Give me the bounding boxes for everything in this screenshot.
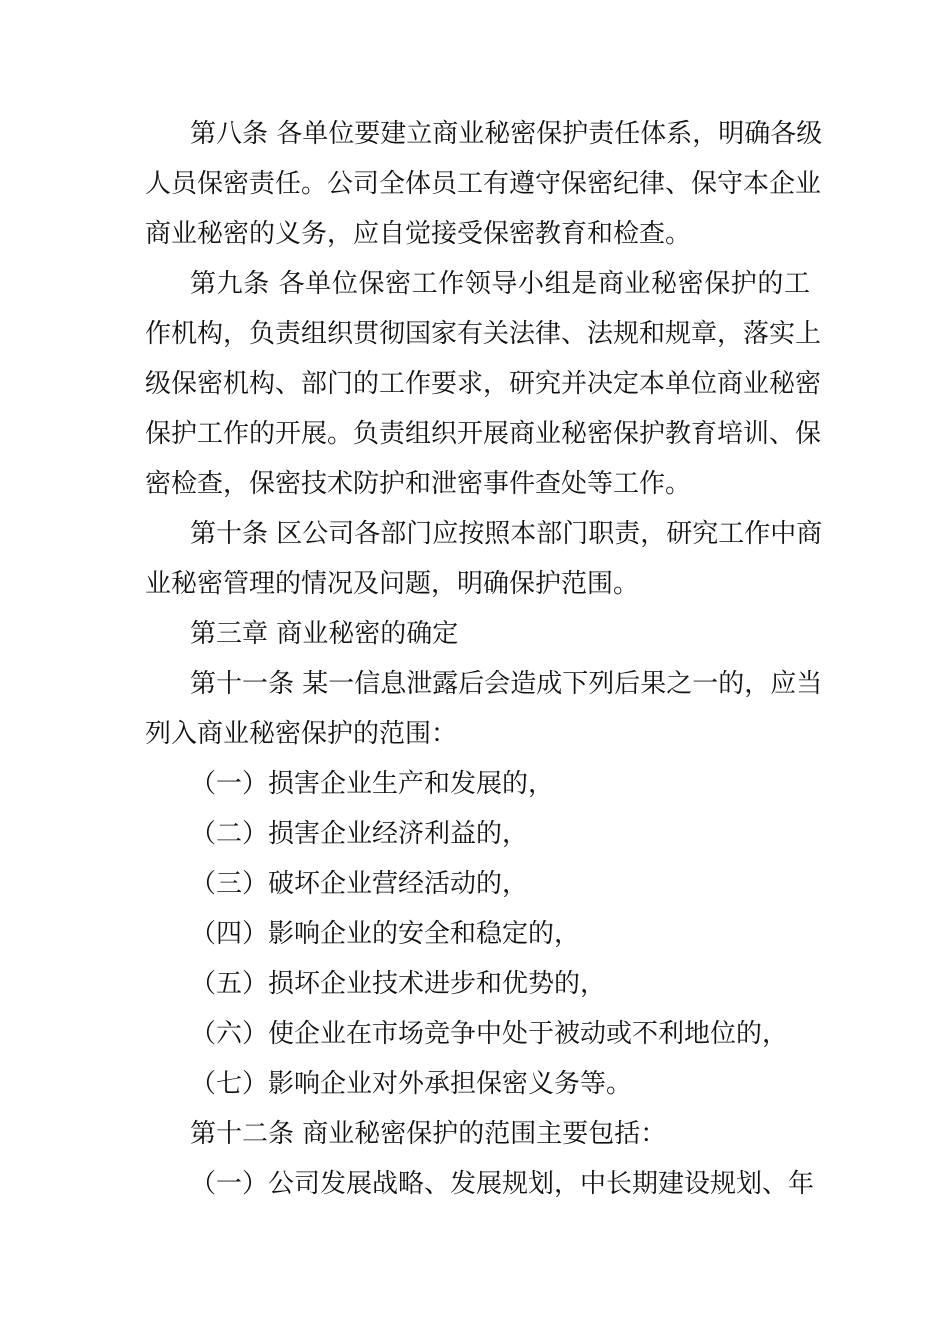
text-line-8: 密检查，保密技术防护和泄密事件查处等工作。 (145, 469, 692, 499)
list-item-1: （一）损害企业生产和发展的， (190, 769, 555, 799)
text-line-12: 第十一条 某一信息泄露后会造成下列后果之一的，应当 (190, 669, 823, 699)
text-line-1: 第八条 各单位要建立商业秘密保护责任体系，明确各级 (190, 119, 823, 149)
list-item-2: （二）损害企业经济利益的， (190, 819, 529, 849)
list-item-4: （四）影响企业的安全和稳定的， (190, 919, 581, 949)
text-line-13: 列入商业秘密保护的范围： (145, 719, 458, 749)
list-item-5: （五）损坏企业技术进步和优势的， (190, 969, 607, 999)
text-line-22: （一）公司发展战略、发展规划，中长期建设规划、年 (190, 1169, 815, 1199)
chapter-heading: 第三章 商业秘密的确定 (190, 619, 459, 649)
text-line-21: 第十二条 商业秘密保护的范围主要包括： (190, 1119, 667, 1149)
text-line-10: 业秘密管理的情况及问题，明确保护范围。 (145, 569, 640, 599)
list-item-7: （七）影响企业对外承担保密义务等。 (190, 1069, 633, 1099)
list-item-6: （六）使企业在市场竞争中处于被动或不利地位的， (190, 1019, 789, 1049)
text-line-6: 级保密机构、部门的工作要求，研究并决定本单位商业秘密 (145, 369, 822, 399)
text-line-4: 第九条 各单位保密工作领导小组是商业秘密保护的工 (190, 269, 810, 299)
text-line-9: 第十条 区公司各部门应按照本部门职责，研究工作中商 (190, 519, 823, 549)
text-line-5: 作机构，负责组织贯彻国家有关法律、法规和规章，落实上 (145, 319, 822, 349)
text-line-2: 人员保密责任。公司全体员工有遵守保密纪律、保守本企业 (145, 169, 822, 199)
text-line-3: 商业秘密的义务，应自觉接受保密教育和检查。 (145, 219, 692, 249)
list-item-3: （三）破坏企业营经活动的， (190, 869, 529, 899)
text-line-7: 保护工作的开展。负责组织开展商业秘密保护教育培训、保 (145, 419, 822, 449)
